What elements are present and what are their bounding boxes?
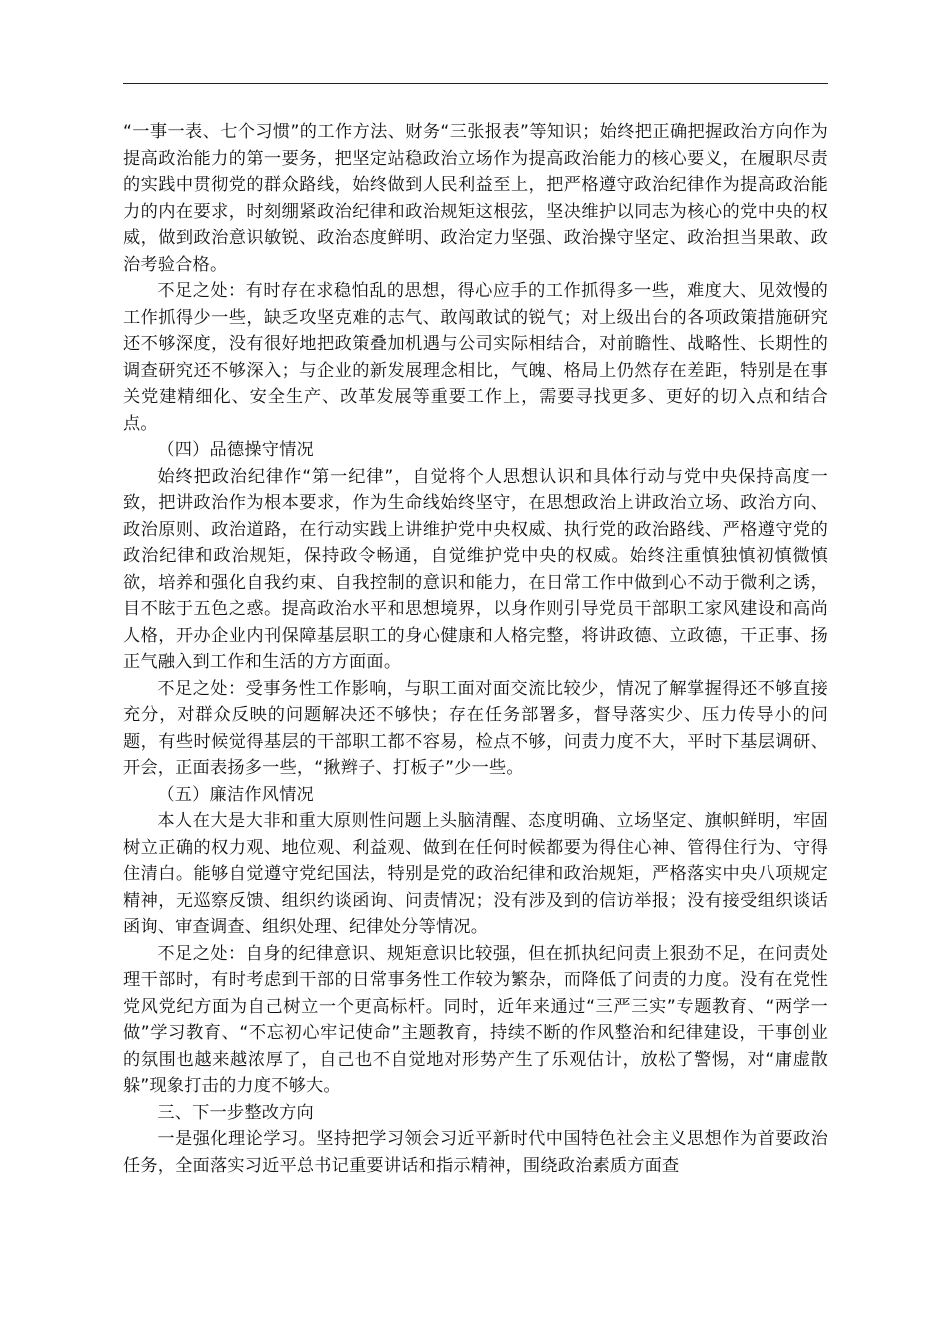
paragraph-shortcoming-1: 不足之处：有时存在求稳怕乱的思想，得心应手的工作抓得多一些，难度大、见效慢的工作抓得少一些，缺乏攻坚克难的志气、敢闯敢试的锐气；对上级出台的各项政策措施研究还不够深度，没有很好地把政策叠加机遇与公司实际相结合，对前瞻性、战略性、长期性的调查研究还不够深入；与企业的新发展理念相比，气魄、格局上仍然存在差距，特别是在事关党建精细化、安全生产、改革发展等重要工作上，需要寻找更多、更好的切入点和结合点。 [123,281,828,434]
paragraph-shortcoming-3: 不足之处：自身的纪律意识、规矩意识比较强，但在抓执纪问责上狠劲不足，在问责处理干部时，有时考虑到干部的日常事务性工作较为繁杂，而降低了问责的力度。没有在党性党风党纪方面为自己树立一个更高标杆。同时，近年来通过“三严三实”专题教育、“两学一做”学习教育、“不忘初心牢记使命”主题教育，持续不断的作风整治和纪律建设，干事创业的氛围也越来越浓厚了，自己也不自觉地对形势产生了乐观估计，放松了警惕，对“庸虚散躲”现象打击的力度不够大。 [123,943,828,1096]
paragraph-morality: 始终把政治纪律作“第一纪律”，自觉将个人思想认识和具体行动与党中央保持高度一致，把讲政治作为根本要求，作为生命线始终坚守，在思想政治上讲政治立场、政治方向、政治原则、政治道路，在行动实践上讲维护党中央权威、执行党的政治路线、严格遵守党的政治纪律和政治规矩，保持政令畅通，自觉维护党中央的权威。始终注重慎独慎初慎微慎欲，培养和强化自我约束、自我控制的意识和能力，在日常工作中做到心不动于微利之诱，目不眩于五色之惑。提高政治水平和思想境界，以身作则引导党员干部职工家风建设和高尚人格，开办企业内刊保障基层职工的身心健康和人格完整，将讲政德、立政德，干正事、扬正气融入到工作和生活的方方面面。 [123,466,828,672]
paragraph-integrity: 本人在大是大非和重大原则性问题上头脑清醒、态度明确、立场坚定、旗帜鲜明，牢固树立正确的权力观、地位观、利益观、做到在任何时候都要为得住心神、管得住行为、守得住清白。能够自觉遵守党纪国法，特别是党的政治纪律和政治规矩，严格落实中央八项规定精神，无巡察反馈、组织约谈函询、问责情况；没有涉及到的信访举报；没有接受组织谈话函询、审查调查、组织处理、纪律处分等情况。 [123,811,828,937]
paragraph-shortcoming-2: 不足之处：受事务性工作影响，与职工面对面交流比较少，情况了解掌握得还不够直接充分，对群众反映的问题解决还不够快；存在任务部署多，督导落实少、压力传导小的问题，有些时候觉得基层的干部职工都不容易，检点不够，问责力度不大，平时下基层调研、开会，正面表扬多一些，“揪辫子、打板子”少一些。 [123,678,828,778]
paragraph-rectify-1: 一是强化理论学习。坚持把学习领会习近平新时代中国特色社会主义思想作为首要政治任务，全面落实习近平总书记重要讲话和指示精神，围绕政治素质方面查 [123,1129,828,1176]
section-heading-integrity: （五）廉洁作风情况 [157,784,314,805]
section-heading-morality: （四）品德操守情况 [157,440,314,460]
document-body [123,119,828,1179]
paragraph-political-ability: “一事一表、七个习惯”的工作方法、财务“三张报表”等知识；始终把正确把握政治方向作为提高政治能力的第一要务，把坚定站稳政治立场作为提高政治能力的核心要义，在履职尽责的实践中贯彻党的群众路线，始终做到人民利益至上，把严格遵守政治纪律作为提高政治能力的内在要求，时刻绷紧政治纪律和政治规矩这根弦，坚决维护以同志为核心的党中央的权威，做到政治意识敏锐、政治态度鲜明、政治定力坚强、政治操守坚定、政治担当果敢、政治考验合格。 [123,122,828,275]
header-rule [123,83,828,84]
section-heading-next-steps: 三、下一步整改方向 [157,1102,314,1123]
